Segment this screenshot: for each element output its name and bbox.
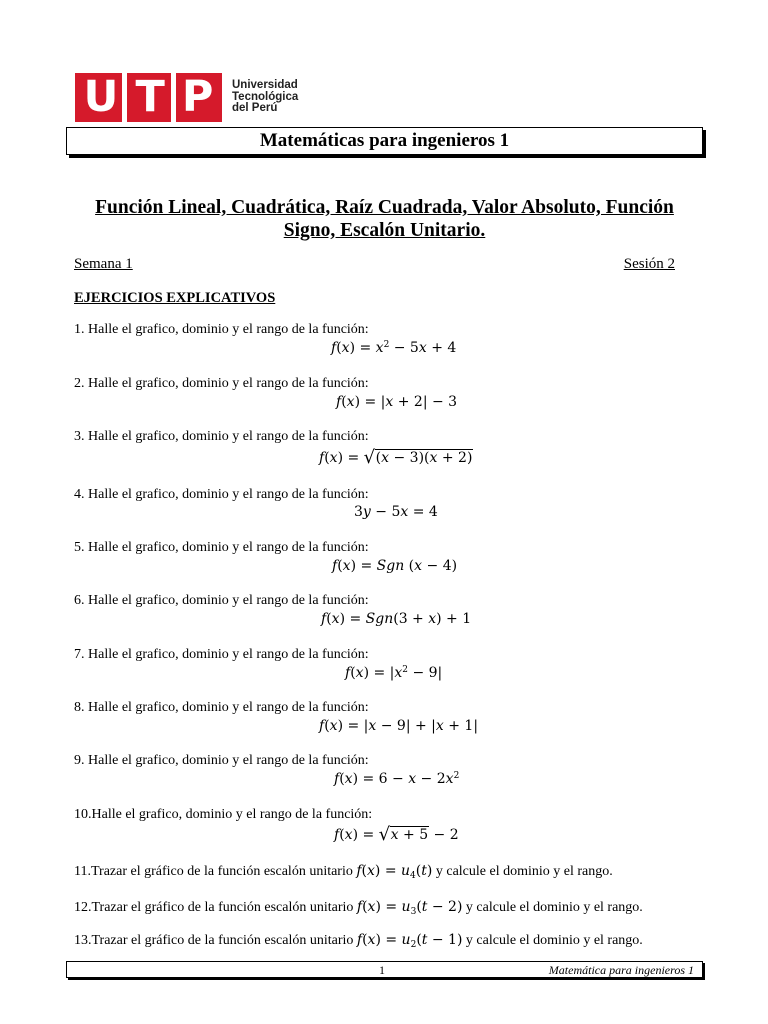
session-label: Sesión 2 — [623, 256, 675, 272]
formula-10: f(x) = √ x + 5 − 2 — [334, 824, 459, 845]
footer-title: Matemática para ingenieros 1 — [548, 963, 694, 977]
logo-letter-p: P — [181, 72, 214, 122]
exercise-prompt: 1. Halle el grafico, dominio y el rango de la función: — [74, 322, 369, 337]
exercise-prompt: 3. Halle el grafico, dominio y el rango de la función: — [74, 429, 369, 444]
exercise-12: 12.Trazar el gráfico de la función escalón unitario $f(x) = u_3(t - 2)$ y calcule el dominio y el rango. — [74, 899, 643, 917]
exercise-4 — [74, 487, 694, 503]
formula-7: $f(x) = |x^2 - 9|$ — [345, 665, 443, 681]
page-number: 1 — [379, 963, 385, 977]
section-heading: EJERCICIOS EXPLICATIVOS — [74, 290, 276, 306]
course-title: Matemáticas para ingenieros 1 — [259, 130, 510, 151]
formula-13: $f(x) = u_2(t - 1)$ — [356, 932, 463, 950]
exercise-11: 11.Trazar el gráfico de la función escalón unitario $f(x) = u_4(t)$ y calcule el dominio y el rango. — [74, 863, 613, 881]
exercise-8 — [74, 700, 694, 716]
exercise-prompt: 10.Halle el grafico, dominio y el rango de la función: — [74, 807, 373, 822]
formula-8: f(x) = |x − 9| + |x + 1| — [319, 718, 479, 734]
utp-logo-mark — [75, 73, 222, 122]
exercise-prompt: 4. Halle el grafico, dominio y el rango de la función: — [74, 487, 369, 502]
formula-1: $f(x) = x^2 - 5x + 4$ — [331, 340, 457, 356]
formula-3: f(x) = √ (x − 3)(x + 2) — [319, 447, 473, 468]
logo-letter-u: U — [83, 72, 119, 122]
formula-2: f(x) = |x + 2| − 3 — [336, 394, 458, 410]
exercise-prompt: 9. Halle el grafico, dominio y el rango de la función: — [74, 753, 369, 768]
week-label: Semana 1 — [74, 256, 133, 272]
exercise-3 — [74, 429, 694, 445]
exercise-prompt: 7. Halle el grafico, dominio y el rango de la función: — [74, 647, 369, 662]
exercise-5 — [74, 540, 694, 556]
university-name: Universidad Tecnológica del Perú — [232, 79, 299, 115]
formula-4: 3y − 5x = 4 — [354, 504, 438, 520]
course-title-box — [66, 127, 703, 155]
exercise-prompt: 2. Halle el grafico, dominio y el rango de la función: — [74, 376, 369, 391]
exercise-prompt: 6. Halle el grafico, dominio y el rango de la función: — [74, 593, 369, 608]
exercise-13: 13.Trazar el gráfico de la función escalón unitario $f(x) = u_2(t - 1)$ y calcule el dominio y el rango. — [74, 932, 643, 950]
exercise-6 — [74, 593, 694, 609]
exercise-prompt: 8. Halle el grafico, dominio y el rango de la función: — [74, 700, 369, 715]
formula-6: f(x) = Sgn(3 + x) + 1 — [321, 611, 472, 627]
page-footer — [66, 961, 703, 978]
exercise-1 — [74, 322, 694, 338]
exercise-10 — [74, 807, 694, 823]
main-heading: Función Lineal, Cuadrática, Raíz Cuadrada, Valor Absoluto, Función Signo, Escalón Unitario. — [95, 197, 674, 241]
exercise-2 — [74, 376, 694, 392]
exercise-prompt: 5. Halle el grafico, dominio y el rango de la función: — [74, 540, 369, 555]
utp-logo — [75, 73, 298, 122]
logo-letter-t: T — [135, 72, 165, 122]
exercise-9 — [74, 753, 694, 769]
logo-divider — [122, 73, 127, 122]
logo-divider — [171, 73, 176, 122]
formula-11: $f(x) = u_4(t)$ — [356, 863, 433, 881]
formula-9: $f(x) = 6 - x - 2x^2$ — [334, 771, 460, 787]
formula-12: $f(x) = u_3(t - 2)$ — [356, 899, 463, 917]
exercise-7 — [74, 647, 694, 663]
formula-5: f(x) = Sgn (x − 4) — [332, 558, 458, 574]
